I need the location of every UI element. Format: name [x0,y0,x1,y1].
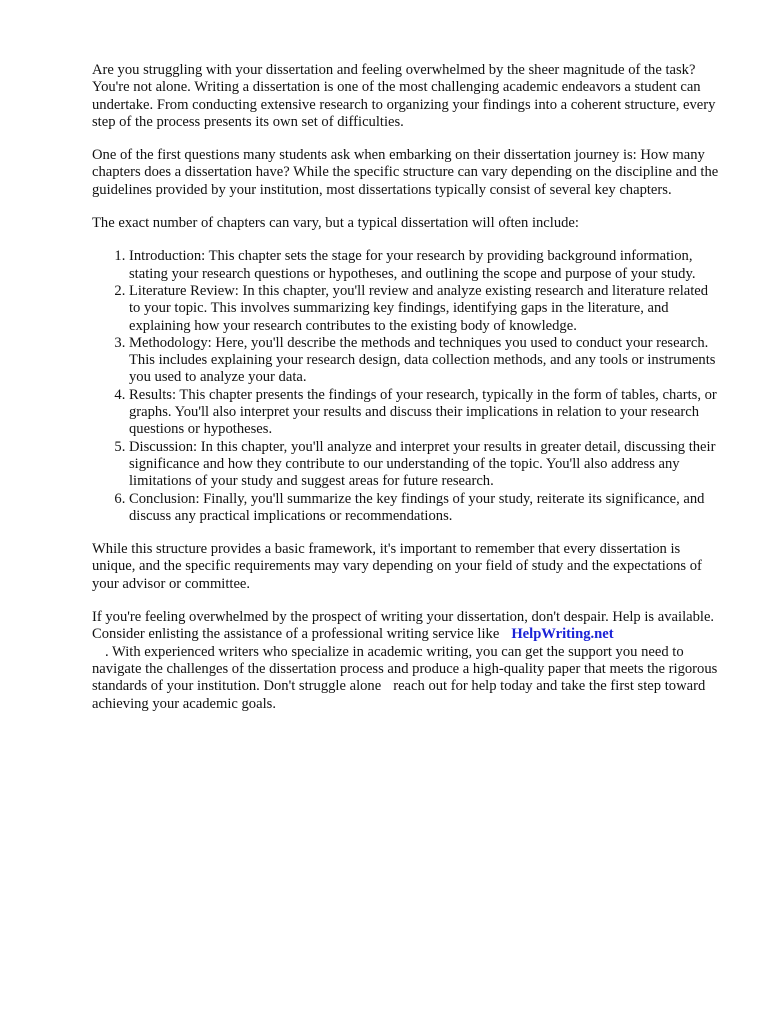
list-item: 4. Results: This chapter presents the findings of your research, typically in the form of tables, charts, or graphs. You'll also interpret your results and discuss their implications in relation to your research questions or hypotheses. [129,387,722,439]
help-text-closing: reach out for help today and take the first step toward achieving your academic goals. [92,678,706,712]
chapters-lead-paragraph: The exact number of chapters can vary, but a typical dissertation will often include: [92,215,579,232]
chapter-list [92,248,722,525]
document-page [92,62,722,729]
framework-paragraph: While this structure provides a basic framework, it's important to remember that every dissertation is unique, and the specific requirements may vary depending on your field of study and the expectations of your advisor or committee. [92,541,702,592]
intro-paragraph: Are you struggling with your dissertation and feeling overwhelmed by the sheer magnitude of the task? You're not alone. Writing a dissertation is one of the most challenging academic endeavors a student can undertake. From conducting extensive research to organizing your findings into a coherent structure, every step of the process presents its own set of difficulties. [92,62,716,130]
help-text-after-link: . With experienced writers who specialize in academic writing, you can get the support you need to navigate the challenges of the dissertation process and produce a high-quality paper that meets the rigorous standards of your institution. Don't struggle alone [92,643,718,695]
help-text-before-link: If you're feeling overwhelmed by the prospect of writing your dissertation, don't despair. Help is available. Consider enlisting the assistance of a professional writing service like [92,609,715,643]
list-item: 5. Discussion: In this chapter, you'll analyze and interpret your results in greater detail, discussing their significance and how they contribute to our understanding of the topic. You'll also address any limitations of your study and suggest areas for future research. [129,439,722,491]
list-item: 2. Literature Review: In this chapter, you'll review and analyze existing research and literature related to your topic. This involves summarizing key findings, identifying gaps in the literature, and explaining how your research contributes to the existing body of knowledge. [129,283,722,335]
help-paragraph [92,609,722,713]
helpwriting-link[interactable]: HelpWriting.net [511,626,614,643]
list-item: 6. Conclusion: Finally, you'll summarize the key findings of your study, reiterate its significance, and discuss any practical implications or recommendations. [129,491,722,526]
list-item: 1. Introduction: This chapter sets the stage for your research by providing background information, stating your research questions or hypotheses, and outlining the scope and purpose of your study. [129,248,722,283]
list-item: 3. Methodology: Here, you'll describe the methods and techniques you used to conduct your research. This includes explaining your research design, data collection methods, and any tools or instruments you used to analyze your data. [129,335,722,387]
chapters-question-paragraph: One of the first questions many students ask when embarking on their dissertation journey is: How many chapters does a dissertation have? While the specific structure can vary depending on the discipline and the guidelines provided by your institution, most dissertations typically consist of several key chapters. [92,147,719,198]
